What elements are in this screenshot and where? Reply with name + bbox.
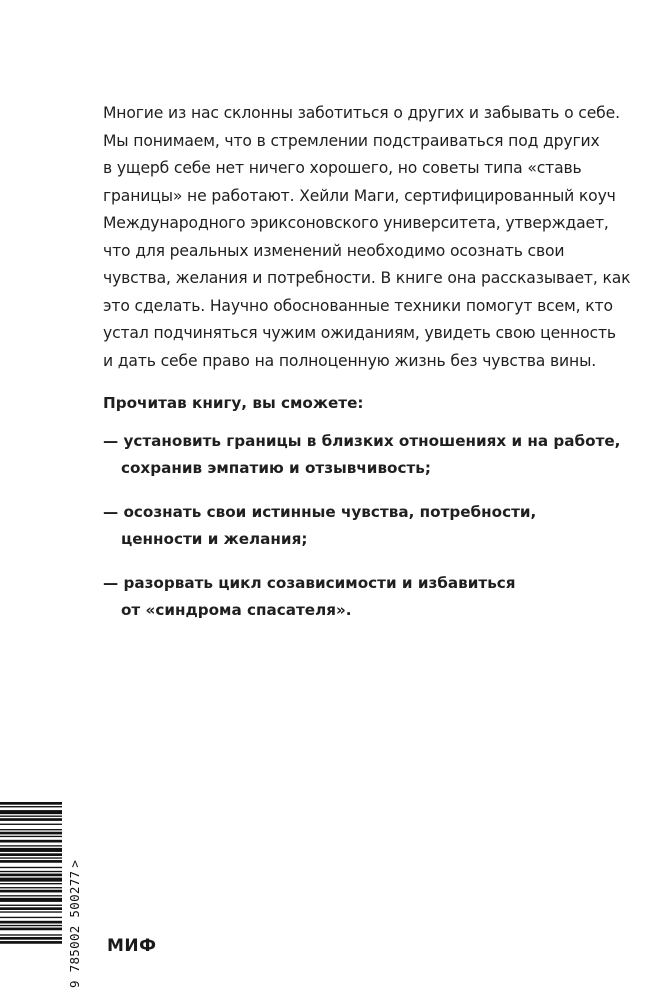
barcode-bar bbox=[0, 883, 62, 884]
barcode-bars bbox=[0, 802, 62, 944]
barcode-bar bbox=[0, 941, 62, 944]
description-line: и дать себе право на полноценную жизнь без чувства вины. bbox=[103, 351, 597, 370]
barcode-quiet-zone-mark: > bbox=[67, 859, 82, 868]
benefit-item bbox=[103, 499, 620, 553]
barcode-bar bbox=[0, 871, 62, 872]
barcode-bar bbox=[0, 848, 62, 852]
publisher-logo: МИФ bbox=[107, 936, 157, 956]
barcode-bar bbox=[0, 895, 62, 896]
barcode-bar bbox=[0, 887, 62, 888]
barcode-bar bbox=[0, 874, 62, 877]
barcode-bar bbox=[0, 907, 62, 910]
benefit-item bbox=[103, 570, 620, 624]
isbn-barcode bbox=[0, 800, 82, 990]
barcode-bar bbox=[0, 840, 62, 843]
description-line: Многие из нас склонны заботиться о других и забывать о себе. bbox=[103, 104, 620, 122]
barcode-bar bbox=[0, 917, 62, 918]
description-line: чувства, желания и потребности. В книге она рассказывает, как bbox=[103, 269, 631, 287]
barcode-digits: 9 785002 500277 bbox=[67, 870, 82, 988]
benefits-list bbox=[103, 428, 620, 641]
barcode-bar bbox=[0, 905, 62, 906]
description-line: Международного эриксоновского университета, утверждает, bbox=[103, 214, 609, 232]
benefit-line: — установить границы в близких отношениях и на работе, bbox=[103, 432, 621, 450]
barcode-bar bbox=[0, 860, 62, 863]
benefit-line: ценности и желания; bbox=[121, 530, 308, 548]
barcode-graphic bbox=[0, 800, 82, 990]
svg-text:9 785002 500277> bbox=[67, 860, 82, 988]
barcode-bar bbox=[0, 878, 62, 882]
benefit-item bbox=[103, 428, 620, 482]
barcode-bar bbox=[0, 934, 62, 935]
barcode-bar bbox=[0, 806, 62, 807]
description-line: это сделать. Научно обоснованные техники помогут всем, кто bbox=[103, 296, 613, 315]
barcode-bar bbox=[0, 829, 62, 830]
benefit-line: от «синдрома спасателя». bbox=[121, 601, 352, 619]
barcode-bar bbox=[0, 867, 62, 868]
barcode-bar bbox=[0, 802, 62, 805]
barcode-bar bbox=[0, 845, 62, 846]
barcode-bar bbox=[0, 898, 62, 902]
benefits-heading: Прочитав книгу, вы сможете: bbox=[103, 394, 364, 412]
barcode-bar bbox=[0, 890, 62, 893]
benefit-line: — разорвать цикл созависимости и избавиться bbox=[103, 574, 516, 592]
barcode-bar bbox=[0, 810, 62, 814]
description-line: Мы понимаем, что в стремлении подстраиваться под других bbox=[103, 131, 600, 150]
barcode-bar bbox=[0, 832, 62, 835]
barcode-bar bbox=[0, 921, 62, 924]
description-line: границы» не работают. Хейли Маги, сертифицированный коуч bbox=[103, 186, 616, 205]
book-description bbox=[103, 100, 631, 375]
benefit-line: — осознать свои истинные чувства, потребности, bbox=[103, 503, 537, 521]
barcode-bar bbox=[0, 857, 62, 858]
description-line: что для реальных изменений необходимо осознать свои bbox=[103, 241, 565, 260]
barcode-bar bbox=[0, 824, 62, 825]
barcode-bar bbox=[0, 911, 62, 912]
description-line: в ущерб себе нет ничего хорошего, но советы типа «ставь bbox=[103, 159, 582, 177]
barcode-bar bbox=[0, 937, 62, 940]
description-line: устал подчиняться чужим ожиданиям, увидеть свою ценность bbox=[103, 324, 616, 342]
benefit-line: сохранив эмпатию и отзывчивость; bbox=[121, 459, 431, 477]
barcode-bar bbox=[0, 928, 62, 931]
barcode-bar bbox=[0, 836, 62, 837]
barcode-bar bbox=[0, 816, 62, 817]
barcode-bar bbox=[0, 925, 62, 926]
barcode-bar bbox=[0, 818, 62, 821]
barcode-bar bbox=[0, 853, 62, 856]
